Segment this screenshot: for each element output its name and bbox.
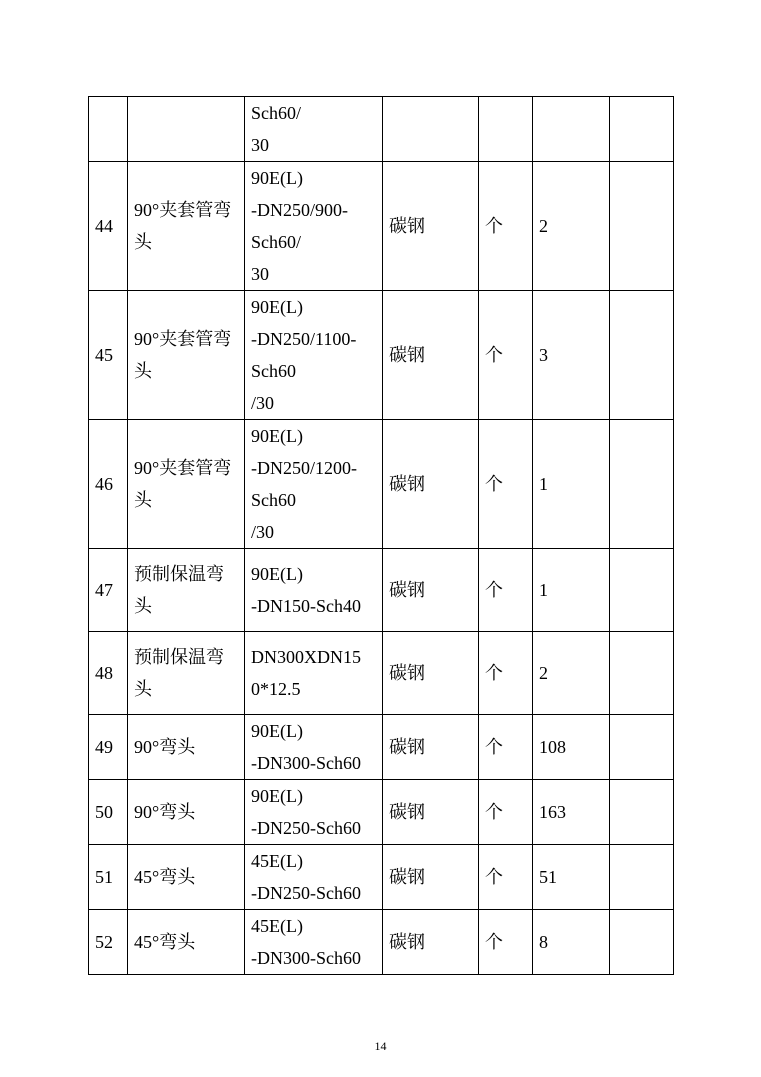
item-material-cell: 碳钢 xyxy=(383,910,479,975)
item-name-cell xyxy=(128,97,245,162)
item-material-cell: 碳钢 xyxy=(383,549,479,632)
item-name-cell: 90°弯头 xyxy=(128,780,245,845)
item-number-cell xyxy=(89,97,128,162)
item-quantity-cell: 108 xyxy=(533,715,610,780)
item-quantity-cell: 2 xyxy=(533,162,610,291)
item-spec-cell: 90E(L) -DN250-Sch60 xyxy=(245,780,383,845)
item-number-cell: 52 xyxy=(89,910,128,975)
materials-table xyxy=(88,96,674,975)
table-row xyxy=(89,549,674,632)
item-quantity-cell: 3 xyxy=(533,291,610,420)
item-note-cell xyxy=(610,291,674,420)
table-row xyxy=(89,162,674,291)
table-row xyxy=(89,845,674,910)
item-number-cell: 44 xyxy=(89,162,128,291)
item-note-cell xyxy=(610,910,674,975)
item-note-cell xyxy=(610,162,674,291)
item-quantity-cell: 51 xyxy=(533,845,610,910)
item-name-cell: 预制保温弯头 xyxy=(128,549,245,632)
item-quantity-cell: 8 xyxy=(533,910,610,975)
item-material-cell: 碳钢 xyxy=(383,632,479,715)
item-spec-cell: DN300XDN15 0*12.5 xyxy=(245,632,383,715)
item-unit-cell: 个 xyxy=(479,845,533,910)
table-row xyxy=(89,910,674,975)
item-note-cell xyxy=(610,549,674,632)
item-number-cell: 46 xyxy=(89,420,128,549)
item-spec-cell: 45E(L) -DN250-Sch60 xyxy=(245,845,383,910)
item-name-cell: 90°夹套管弯头 xyxy=(128,291,245,420)
item-spec-cell: 90E(L) -DN250/1200- Sch60 /30 xyxy=(245,420,383,549)
item-number-cell: 49 xyxy=(89,715,128,780)
item-unit-cell: 个 xyxy=(479,715,533,780)
item-unit-cell: 个 xyxy=(479,162,533,291)
item-material-cell: 碳钢 xyxy=(383,162,479,291)
item-unit-cell: 个 xyxy=(479,910,533,975)
item-note-cell xyxy=(610,715,674,780)
item-material-cell: 碳钢 xyxy=(383,715,479,780)
table-row xyxy=(89,632,674,715)
item-note-cell xyxy=(610,845,674,910)
item-spec-cell: 90E(L) -DN250/900- Sch60/ 30 xyxy=(245,162,383,291)
table-row xyxy=(89,420,674,549)
item-unit-cell: 个 xyxy=(479,291,533,420)
item-material-cell: 碳钢 xyxy=(383,291,479,420)
item-unit-cell: 个 xyxy=(479,420,533,549)
item-spec-cell: 90E(L) -DN300-Sch60 xyxy=(245,715,383,780)
item-spec-cell: 45E(L) -DN300-Sch60 xyxy=(245,910,383,975)
item-number-cell: 51 xyxy=(89,845,128,910)
item-spec-cell: Sch60/ 30 xyxy=(245,97,383,162)
table-row xyxy=(89,715,674,780)
item-spec-cell: 90E(L) -DN250/1100- Sch60 /30 xyxy=(245,291,383,420)
item-name-cell: 90°夹套管弯头 xyxy=(128,162,245,291)
page-number: 14 xyxy=(374,1039,387,1053)
item-number-cell: 48 xyxy=(89,632,128,715)
item-note-cell xyxy=(610,632,674,715)
item-unit-cell xyxy=(479,97,533,162)
item-note-cell xyxy=(610,780,674,845)
item-material-cell xyxy=(383,97,479,162)
item-number-cell: 45 xyxy=(89,291,128,420)
item-note-cell xyxy=(610,97,674,162)
item-material-cell: 碳钢 xyxy=(383,845,479,910)
item-quantity-cell: 1 xyxy=(533,549,610,632)
item-name-cell: 预制保温弯头 xyxy=(128,632,245,715)
table-row xyxy=(89,97,674,162)
item-unit-cell: 个 xyxy=(479,780,533,845)
item-quantity-cell xyxy=(533,97,610,162)
item-material-cell: 碳钢 xyxy=(383,780,479,845)
item-quantity-cell: 1 xyxy=(533,420,610,549)
item-number-cell: 47 xyxy=(89,549,128,632)
item-name-cell: 90°弯头 xyxy=(128,715,245,780)
table-row xyxy=(89,780,674,845)
item-spec-cell: 90E(L) -DN150-Sch40 xyxy=(245,549,383,632)
item-note-cell xyxy=(610,420,674,549)
item-unit-cell: 个 xyxy=(479,549,533,632)
item-name-cell: 45°弯头 xyxy=(128,845,245,910)
table-row xyxy=(89,291,674,420)
item-name-cell: 45°弯头 xyxy=(128,910,245,975)
item-quantity-cell: 2 xyxy=(533,632,610,715)
item-material-cell: 碳钢 xyxy=(383,420,479,549)
item-number-cell: 50 xyxy=(89,780,128,845)
item-quantity-cell: 163 xyxy=(533,780,610,845)
item-unit-cell: 个 xyxy=(479,632,533,715)
item-name-cell: 90°夹套管弯头 xyxy=(128,420,245,549)
